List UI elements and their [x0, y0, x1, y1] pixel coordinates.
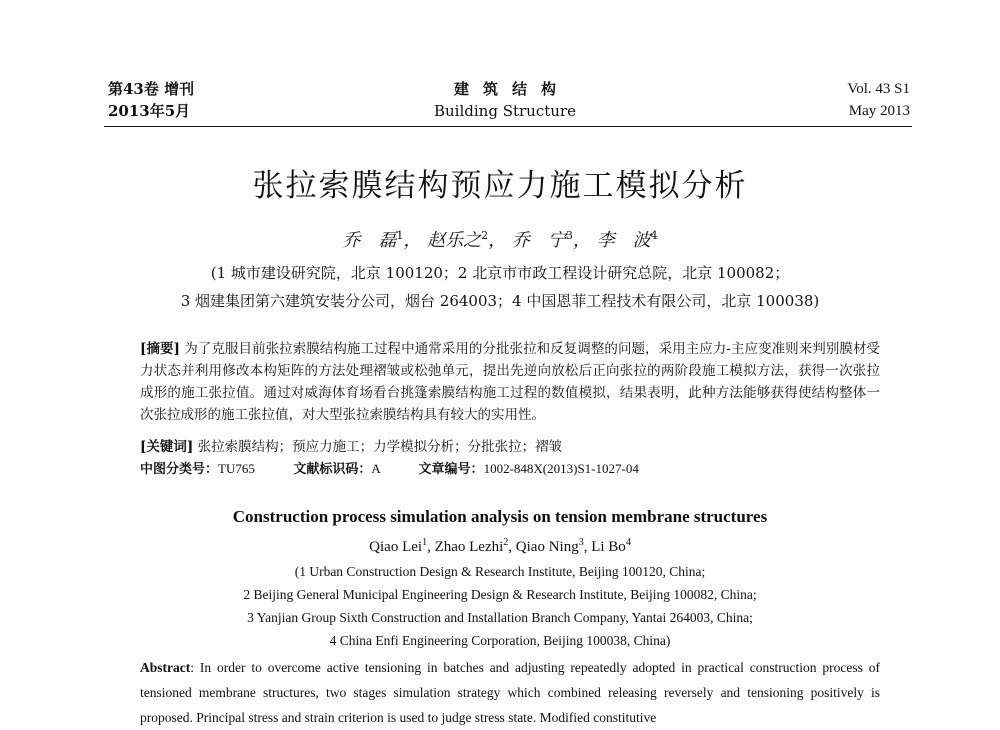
publication-date: 2013年5月	[108, 102, 191, 120]
clc-value: TU765	[218, 461, 255, 476]
abstract-cn-text: 为了克服目前张拉索膜结构施工过程中通常采用的分批张拉和反复调整的问题，采用主应力-主应变准则来判别膜材受力状态并利用修改本构矩阵的方法处理褶皱或松弛单元，提出先逆向放松后正向张拉的两阶段施工模拟方法，获得一次张拉成形的施工张拉值。通过对威海体育场看台挑篷索膜结构施工过程的数值模拟，结果表明，此种方法能够获得使结构整体一次张拉成形的施工张拉值，对大型张拉索膜结构具有较大的实用性。	[140, 341, 880, 423]
author-en: Li Bo$^4$	[591, 537, 631, 555]
journal-name	[400, 78, 610, 122]
author-en: Qiao Lei$^1$	[369, 537, 428, 555]
paper-title-en: Construction process simulation analysis on tension membrane structures	[232, 507, 768, 526]
journal-name-en: Building Structure	[434, 102, 576, 120]
keywords-cn-label: [关键词]	[140, 439, 194, 455]
classification-line	[140, 458, 639, 477]
journal-name-cn: 建筑结构	[453, 80, 570, 98]
doc-code-value: A	[371, 461, 381, 476]
affiliation-en-line: 4 China Enfi Engineering Corporation, Beijing 100038, China)	[329, 633, 671, 648]
authors-cn: 乔 磊$^1$， 赵乐之$^2$， 乔 宁$^3$， 李 波$^4$	[342, 229, 658, 251]
clc-label: 中图分类号：	[140, 461, 219, 476]
volume-en: Vol. 43 S1	[847, 81, 910, 97]
author-cn: 赵乐之$^2$	[427, 229, 489, 251]
abstract-cn-label: [摘要]	[140, 341, 180, 357]
affiliation-en-line: 2 Beijing General Municipal Engineering Design & Research Institute, Beijing 100082, China;	[243, 587, 757, 602]
affiliation-en-line: (1 Urban Construction Design & Research Institute, Beijing 100120, China;	[294, 564, 706, 579]
author-en: Qiao Ning$^3$	[515, 537, 584, 555]
keywords-cn	[140, 435, 562, 455]
journal-issue-info	[108, 78, 194, 122]
affiliation-cn-line: (1 城市建设研究院，北京 100120；2 北京市市政工程设计研究总院，北京 100082；	[210, 264, 790, 282]
abstract-en	[140, 655, 880, 730]
author-en: Zhao Lezhi$^2$	[434, 537, 509, 555]
article-number-value: 1002-848X(2013)S1-1027-04	[483, 461, 639, 476]
authors-en: Qiao Lei$^1$, Zhao Lezhi$^2$, Qiao Ning$^3$, Li Bo$^4$	[369, 537, 631, 555]
author-cn: 乔 宁$^3$	[511, 229, 573, 251]
abstract-en-text: : In order to overcome active tensioning in batches and adjusting repeatedly adopted in practical construction process of tensioned membrane structures, two stages simulation strategy which combined releasing reversely and tensioning positively is proposed. Principal stress and strain criterion is used to judge stress state. Modified constitutive	[140, 660, 880, 725]
keywords-cn-text: 张拉索膜结构；预应力施工；力学模拟分析；分批张拉；褶皱	[197, 439, 563, 455]
abstract-cn	[140, 338, 880, 426]
header-divider	[104, 126, 912, 127]
volume-issue: 第43卷 增刊	[108, 80, 195, 98]
abstract-en-label: Abstract	[140, 660, 191, 675]
doc-code-label: 文献标识码：	[293, 461, 372, 476]
article-number-label: 文章编号：	[418, 461, 484, 476]
author-cn: 李 波$^4$	[596, 229, 658, 251]
paper-title-cn: 张拉索膜结构预应力施工模拟分析	[252, 168, 748, 204]
author-cn: 乔 磊$^1$	[342, 229, 404, 251]
journal-volume-en	[847, 78, 910, 122]
affiliation-cn-line: 3 烟建集团第六建筑安装分公司，烟台 264003；4 中国恩菲工程技术有限公司，北京 100038)	[180, 292, 820, 310]
date-en: May 2013	[848, 103, 910, 119]
affiliation-en-line: 3 Yanjian Group Sixth Construction and Installation Branch Company, Yantai 264003, China;	[247, 610, 753, 625]
